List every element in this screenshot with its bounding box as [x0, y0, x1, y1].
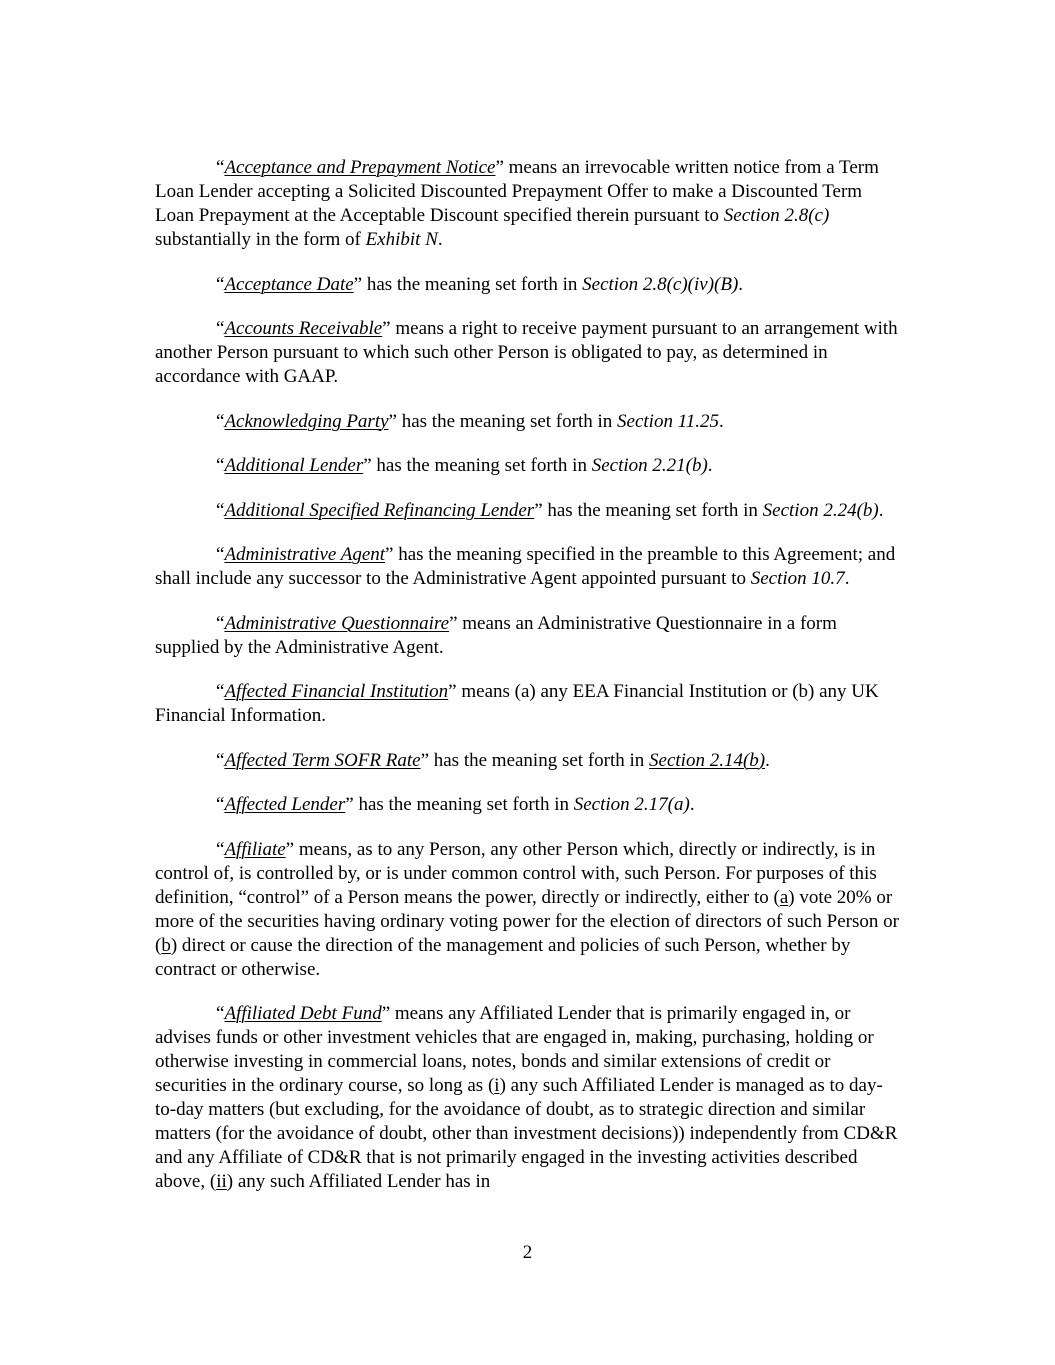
section-reference: Section 10.7	[750, 568, 845, 589]
definition-acknowledging-party: “Acknowledging Party” has the meaning set forth in Section 11.25.	[216, 410, 724, 432]
defined-term: Acknowledging Party	[224, 410, 389, 432]
defined-term: Affected Lender	[224, 794, 346, 815]
defined-term: Administrative Agent	[224, 544, 386, 565]
definition-additional-specified-refinancing-lender: “Additional Specified Refinancing Lender” has the meaning set forth in Section 2.24(b).	[216, 499, 884, 521]
exhibit-reference: Exhibit N	[365, 229, 438, 250]
clause-marker: b	[161, 934, 171, 956]
defined-term: Additional Lender	[224, 455, 364, 476]
definition-text: ) any such Affiliated Lender is managed as to day-to-day matters (but excluding, for the avoidance of doubt, as to strategic direction and similar matters (for the avoidance of doubt, other than investment decisions)) independently from CD&R and any Affiliate of CD&R that is not primarily engaged in the investing activities described above, (	[155, 1075, 898, 1192]
defined-term: Accounts Receivable	[224, 318, 383, 339]
section-reference: Section 2.24(b)	[762, 499, 879, 521]
clause-marker: ii	[216, 1171, 227, 1192]
definition-text: ) direct or cause the direction of the management and policies of such Person, whether by contract or otherwise.	[155, 934, 851, 980]
clause-marker: i	[494, 1075, 500, 1096]
section-reference: Section 2.21(b)	[591, 455, 708, 476]
definition-text: .	[765, 749, 770, 771]
clause-marker: a	[779, 886, 789, 908]
defined-term: Affiliate	[224, 838, 286, 860]
section-reference: Section 2.17(a)	[573, 794, 690, 815]
defined-term: Acceptance and Prepayment Notice	[224, 157, 496, 178]
section-reference-link[interactable]: Section 2.14(b)	[649, 749, 766, 771]
definition-text: ” has the meaning set forth in	[363, 455, 592, 476]
definition-text: .	[707, 455, 713, 476]
definition-administrative-agent: “Administrative Agent” has the meaning specified in the preamble to this Agreement; and shall include any successor to the Administrative Agent appointed pursuant to Section 10.7.	[155, 544, 896, 589]
definition-text: .	[689, 794, 695, 815]
defined-term: Additional Specified Refinancing Lender	[224, 499, 535, 521]
definition-text: ” has the meaning set forth in	[534, 499, 763, 521]
section-reference: Section 2.8(c)(iv)(B)	[582, 273, 739, 295]
definition-text: ” has the meaning specified in the preamble to this Agreement; and shall include any successor to the Administrative Agent appointed pursuant to	[155, 544, 896, 589]
definition-additional-lender: “Additional Lender” has the meaning set forth in Section 2.21(b).	[216, 455, 713, 476]
definition-text: ” means an Administrative Questionnaire in a form supplied by the Administrative Agent.	[155, 612, 837, 658]
defined-term: Affiliated Debt Fund	[224, 1003, 382, 1024]
definition-affiliated-debt-fund: “Affiliated Debt Fund” means any Affiliated Lender that is primarily engaged in, or advises funds or other investment vehicles that are engaged in, making, purchasing, holding or otherwise investing in commercial loans, notes, bonds and similar extensions of credit or securities in the ordinary course, so long as (i) any such Affiliated Lender is managed as to day-to-day matters (but excluding, for the avoidance of doubt, as to strategic direction and similar matters (for the avoidance of doubt, other than investment decisions)) independently from CD&R and any Affiliate of CD&R that is not primarily engaged in the investing activities described above, (ii) any such Affiliated Lender has in	[155, 1003, 898, 1192]
definition-text: .	[878, 499, 884, 521]
definition-text: .	[437, 229, 443, 250]
definition-affected-financial-institution: “Affected Financial Institution” means (a) any EEA Financial Institution or (b) any UK Financial Information.	[155, 681, 879, 726]
definition-text: ) vote 20% or more of the securities having ordinary voting power for the election of directors of such Person or (	[155, 886, 899, 956]
page-number: 2	[522, 1242, 533, 1263]
definition-text: ) any such Affiliated Lender has in	[226, 1171, 491, 1192]
definition-administrative-questionnaire: “Administrative Questionnaire” means an Administrative Questionnaire in a form supplied by the Administrative Agent.	[155, 612, 837, 658]
definition-text: ” means any Affiliated Lender that is primarily engaged in, or advises funds or other investment vehicles that are engaged in, making, purchasing, holding or otherwise investing in commercial loans, notes, bonds and similar extensions of credit or securities in the ordinary course, so long as (	[155, 1003, 874, 1096]
definition-text: substantially in the form of	[155, 229, 366, 250]
definition-accounts-receivable: “Accounts Receivable” means a right to receive payment pursuant to an arrangement with another Person pursuant to which such other Person is obligated to pay, as determined in accordance with GAAP.	[155, 318, 898, 387]
definition-affected-lender: “Affected Lender” has the meaning set forth in Section 2.17(a).	[216, 794, 695, 815]
definition-acceptance-and-prepayment-notice: “Acceptance and Prepayment Notice” means an irrevocable written notice from a Term Loan Lender accepting a Solicited Discounted Prepayment Offer to make a Discounted Term Loan Prepayment at the Acceptable Discount specified therein pursuant to Section 2.8(c) substantially in the form of Exhibit N.	[155, 157, 879, 250]
defined-term: Acceptance Date	[224, 273, 354, 295]
definition-acceptance-date: “Acceptance Date” has the meaning set forth in Section 2.8(c)(iv)(B).	[216, 273, 744, 295]
definition-affiliate: “Affiliate” means, as to any Person, any other Person which, directly or indirectly, is in control of, is controlled by, or is under common control with, such Person. For purposes of this definition, “control” of a Person means the power, directly or indirectly, either to (a) vote 20% or more of the securities having ordinary voting power for the election of directors of such Person or (b) direct or cause the direction of the management and policies of such Person, whether by contract or otherwise.	[155, 838, 899, 980]
definition-text: .	[738, 273, 744, 295]
definition-text: ” means, as to any Person, any other Person which, directly or indirectly, is in control of, is controlled by, or is under common control with, such Person. For purposes of this definition, “control” of a Person means the power, directly or indirectly, either to (	[155, 838, 877, 908]
definition-text: ” means a right to receive payment pursuant to an arrangement with another Person pursuant to which such other Person is obligated to pay, as determined in accordance with GAAP.	[155, 318, 898, 387]
definition-text: ” means an irrevocable written notice from a Term Loan Lender accepting a Solicited Discounted Prepayment Offer to make a Discounted Term Loan Prepayment at the Acceptable Discount specified therein pursuant to	[155, 157, 879, 226]
definition-text: ” has the meaning set forth in	[388, 410, 618, 432]
defined-term: Affected Term SOFR Rate	[224, 749, 421, 771]
definition-affected-term-sofr-rate: “Affected Term SOFR Rate” has the meaning set forth in Section 2.14(b).	[216, 749, 770, 771]
defined-term: Administrative Questionnaire	[224, 612, 450, 634]
definition-text: ” has the meaning set forth in	[420, 749, 650, 771]
section-reference: Section 11.25	[617, 410, 720, 432]
definition-text: ” means (a) any EEA Financial Institution or (b) any UK Financial Information.	[155, 681, 879, 726]
definitions-body	[155, 156, 900, 1215]
definition-text: ” has the meaning set forth in	[353, 273, 583, 295]
section-reference: Section 2.8(c)	[723, 205, 830, 226]
defined-term: Affected Financial Institution	[224, 681, 449, 702]
definition-text: .	[719, 410, 724, 432]
definition-text: ” has the meaning set forth in	[345, 794, 574, 815]
definition-text: .	[844, 568, 850, 589]
